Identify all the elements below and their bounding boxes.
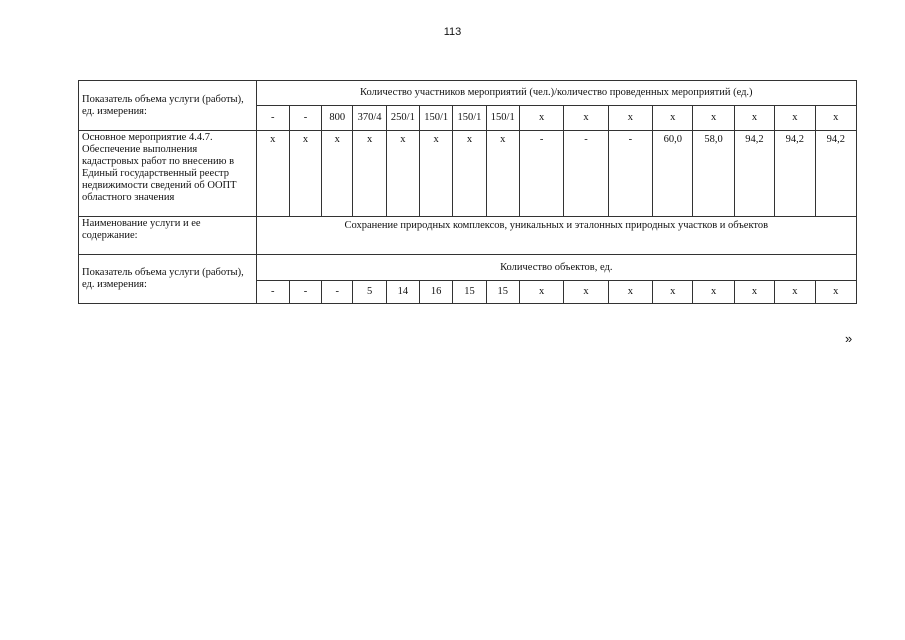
closing-quote: » (845, 331, 853, 346)
page-number: 113 (443, 26, 462, 38)
value-cell: - (564, 131, 608, 217)
value-cell: - (289, 106, 321, 131)
section2-header: Количество объектов, ед. (256, 255, 856, 281)
indicator-table (78, 80, 857, 304)
value-cell: 16 (420, 281, 453, 304)
value-cell: 800 (322, 106, 353, 131)
section1-header-row (79, 81, 857, 106)
value-cell: x (322, 131, 353, 217)
value-cell: - (322, 281, 353, 304)
value-cell: x (693, 281, 734, 304)
value-cell: 250/1 (386, 106, 419, 131)
value-cell: 94,2 (734, 131, 774, 217)
value-cell: x (775, 106, 815, 131)
value-cell: x (734, 106, 774, 131)
value-cell: x (815, 106, 856, 131)
value-cell: 150/1 (420, 106, 453, 131)
value-cell: 15 (486, 281, 519, 304)
value-cell: 94,2 (775, 131, 815, 217)
value-cell: - (519, 131, 563, 217)
section1-header: Количество участников мероприятий (чел.)/количество проведенных мероприятий (ед.) (256, 81, 856, 106)
value-cell: - (256, 106, 289, 131)
value-cell: x (453, 131, 486, 217)
event-row (79, 131, 857, 217)
value-cell: x (256, 131, 289, 217)
value-cell: 5 (353, 281, 386, 304)
value-cell: 60,0 (653, 131, 693, 217)
value-cell: x (693, 106, 734, 131)
service-text: Сохранение природных комплексов, уникальных и эталонных природных участков и объектов (256, 217, 856, 255)
value-cell: x (353, 131, 386, 217)
value-cell: x (775, 281, 815, 304)
value-cell: x (653, 281, 693, 304)
value-cell: 94,2 (815, 131, 856, 217)
value-cell: - (256, 281, 289, 304)
section1-label: Показатель объема услуги (работы), ед. измерения: (79, 81, 257, 131)
value-cell: x (420, 131, 453, 217)
value-cell: x (486, 131, 519, 217)
value-cell: x (519, 281, 563, 304)
value-cell: x (608, 281, 652, 304)
value-cell: 15 (453, 281, 486, 304)
value-cell: x (653, 106, 693, 131)
value-cell: x (386, 131, 419, 217)
section2-header-row (79, 255, 857, 281)
value-cell: x (564, 106, 608, 131)
value-cell: x (564, 281, 608, 304)
value-cell: 58,0 (693, 131, 734, 217)
value-cell: - (289, 281, 321, 304)
value-cell: x (519, 106, 563, 131)
section2-label: Показатель объема услуги (работы), ед. измерения: (79, 255, 257, 304)
value-cell: x (289, 131, 321, 217)
value-cell: 370/4 (353, 106, 386, 131)
value-cell: x (608, 106, 652, 131)
service-label: Наименование услуги и ее содержание: (79, 217, 257, 255)
value-cell: 150/1 (486, 106, 519, 131)
value-cell: 150/1 (453, 106, 486, 131)
value-cell: - (608, 131, 652, 217)
value-cell: x (815, 281, 856, 304)
event-label: Основное мероприятие 4.4.7. Обеспечение выполнения кадастровых работ по внесению в Единый государственный реестр недвижимости сведений об ООПТ областного значения (79, 131, 257, 217)
service-row (79, 217, 857, 255)
value-cell: x (734, 281, 774, 304)
value-cell: 14 (386, 281, 419, 304)
